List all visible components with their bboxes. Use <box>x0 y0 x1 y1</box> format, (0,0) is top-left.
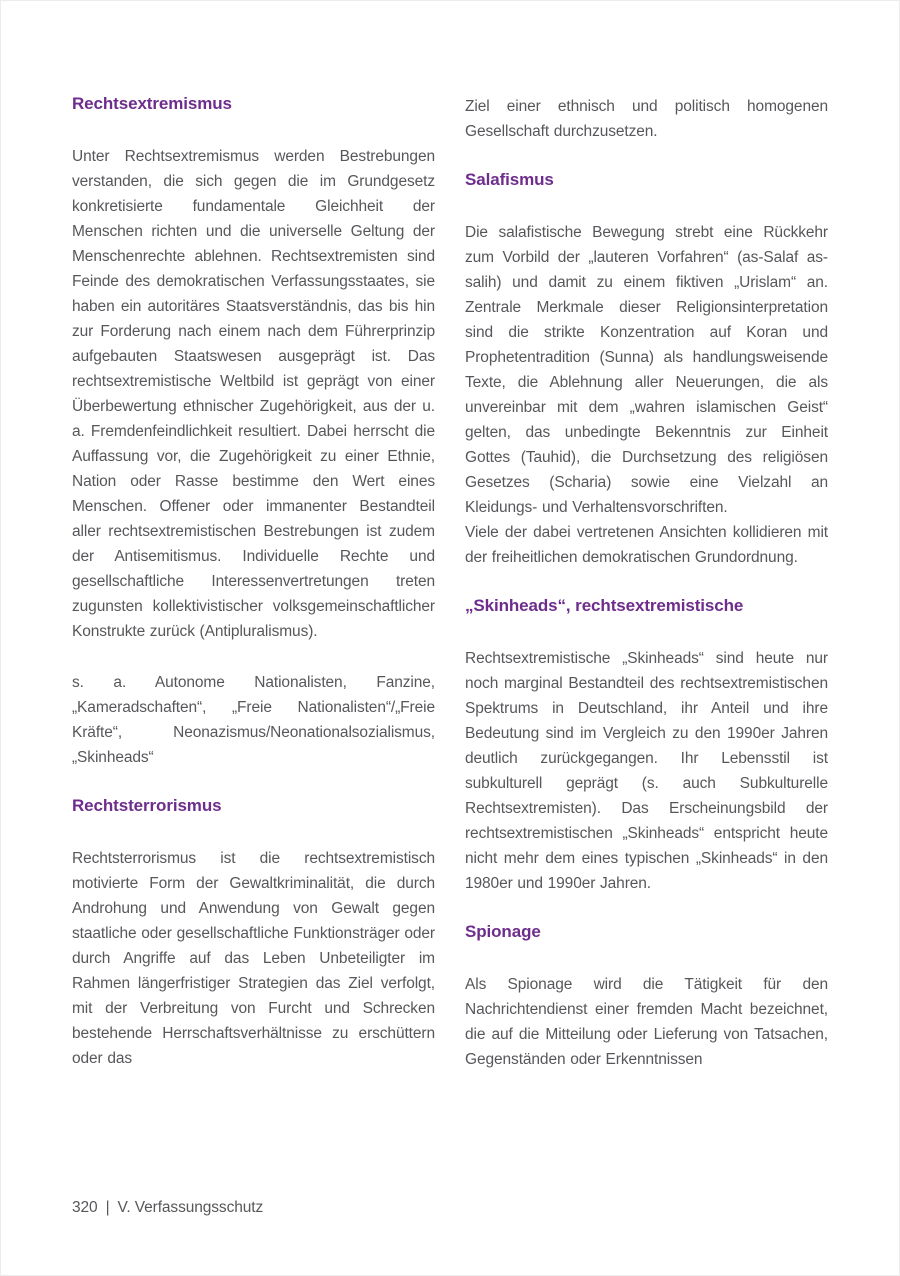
page-number: 320 <box>72 1199 98 1216</box>
paragraph-rechtsterrorismus-continuation: Ziel einer ethnisch und politisch homogenen Gesellschaft durchzusetzen. <box>465 98 828 140</box>
heading-rechtsextremismus: Rechtsextremismus <box>72 94 232 113</box>
left-column <box>72 94 435 1098</box>
paragraph-spionage-definition: Als Spionage wird die Tätigkeit für den Nachrichtendienst einer fremden Macht bezeichnet, die auf die Mitteilung oder Lieferung von Tatsachen, Gegenständen oder Erkenntnissen <box>465 976 828 1068</box>
heading-rechtsterrorismus: Rechtsterrorismus <box>72 796 222 815</box>
paragraph-rechtsterrorismus-definition: Rechtsterrorismus ist die rechtsextremistisch motivierte Form der Gewaltkriminalität, die durch Androhung und Anwendung von Gewalt gegen staatliche oder gesellschaftliche Funktionsträger oder durch Angriffe auf das Leben Unbeteiligter im Rahmen längerfristiger Strategien das Ziel verfolgt, mit der Verbreitung von Furcht und Schrecken bestehende Herrschaftsverhältnisse zu erschüttern oder das <box>72 850 435 1067</box>
two-column-layout <box>72 94 828 1098</box>
heading-salafismus: Salafismus <box>465 170 554 189</box>
footer-divider: | <box>105 1199 110 1216</box>
paragraph-rechtsextremismus-definition: Unter Rechtsextremismus werden Bestrebungen verstanden, die sich gegen die im Grundgesetz konkretisierte fundamentale Gleichheit der Menschen richten und die universelle Geltung der Menschenrechte ablehnen. Rechtsextremisten sind Feinde des demokratischen Verfassungsstaates, sie haben ein autoritäres Staatsverständnis, das bis hin zur Forderung nach einem nach dem Führerprinzip aufgebauten Staatswesen ausgeprägt ist. Das rechtsextremistische Weltbild ist geprägt von einer Überbewertung ethnischer Zugehörigkeit, aus der u. a. Fremdenfeindlichkeit resultiert. Dabei herrscht die Auffassung vor, die Zugehörigkeit zu einer Ethnie, Nation oder Rasse bestimme den Wert eines Menschen. Offener oder immanenter Bestandteil aller rechtsextremistischen Bestrebungen ist zudem der Antisemitismus. Individuelle Rechte und gesellschaftliche Interessenvertretungen treten zugunsten kollektivistischer volksgemeinschaftlicher Konstrukte zurück (Antipluralismus). <box>72 148 435 640</box>
footer-section-title: V. Verfassungsschutz <box>117 1199 264 1216</box>
paragraph-salafismus-definition: Die salafistische Bewegung strebt eine Rückkehr zum Vorbild der „lauteren Vorfahren“ (as-Salaf as-salih) und damit zu einem fiktiven „Urislam“ an. Zentrale Merkmale dieser Religionsinterpretation sind die strikte Konzentration auf Koran und Prophetentradition (Sunna) als handlungsweisende Texte, die Ablehnung aller Neuerungen, die als unvereinbar mit dem „wahren islamischen Geist“ gelten, das unbedingte Bekenntnis zur Einheit Gottes (Tauhid), die Durchsetzung des religiösen Gesetzes (Scharia) sowie eine Vielzahl an Kleidungs- und Verhaltensvorschriften. <box>465 224 828 516</box>
heading-skinheads: „Skinheads“, rechtsextremistische <box>465 596 744 615</box>
paragraph-salafismus-grundordnung: Viele der dabei vertretenen Ansichten kollidieren mit der freiheitlichen demokratischen Grundordnung. <box>465 524 828 566</box>
heading-spionage: Spionage <box>465 922 541 941</box>
page-footer <box>72 1199 263 1217</box>
right-column <box>465 94 828 1098</box>
paragraph-rechtsextremismus-see-also: s. a. Autonome Nationalisten, Fanzine, „Kameradschaften“, „Freie Nationalisten“/„Freie Kräfte“, Neonazismus/Neonationalsozialismus, „Skinheads“ <box>72 674 435 766</box>
paragraph-skinheads-definition: Rechtsextremistische „Skinheads“ sind heute nur noch marginal Bestandteil des rechtsextremistischen Spektrums in Deutschland, ihr Anteil und ihre Bedeutung sind im Vergleich zu den 1990er Jahren deutlich zurückgegangen. Ihr Lebensstil ist subkulturell geprägt (s. auch Subkulturelle Rechtsextremisten). Das Erscheinungsbild der rechtsextremistischen „Skinheads“ entspricht heute nicht mehr dem eines typischen „Skinheads“ in den 1980er und 1990er Jahren. <box>465 650 828 892</box>
